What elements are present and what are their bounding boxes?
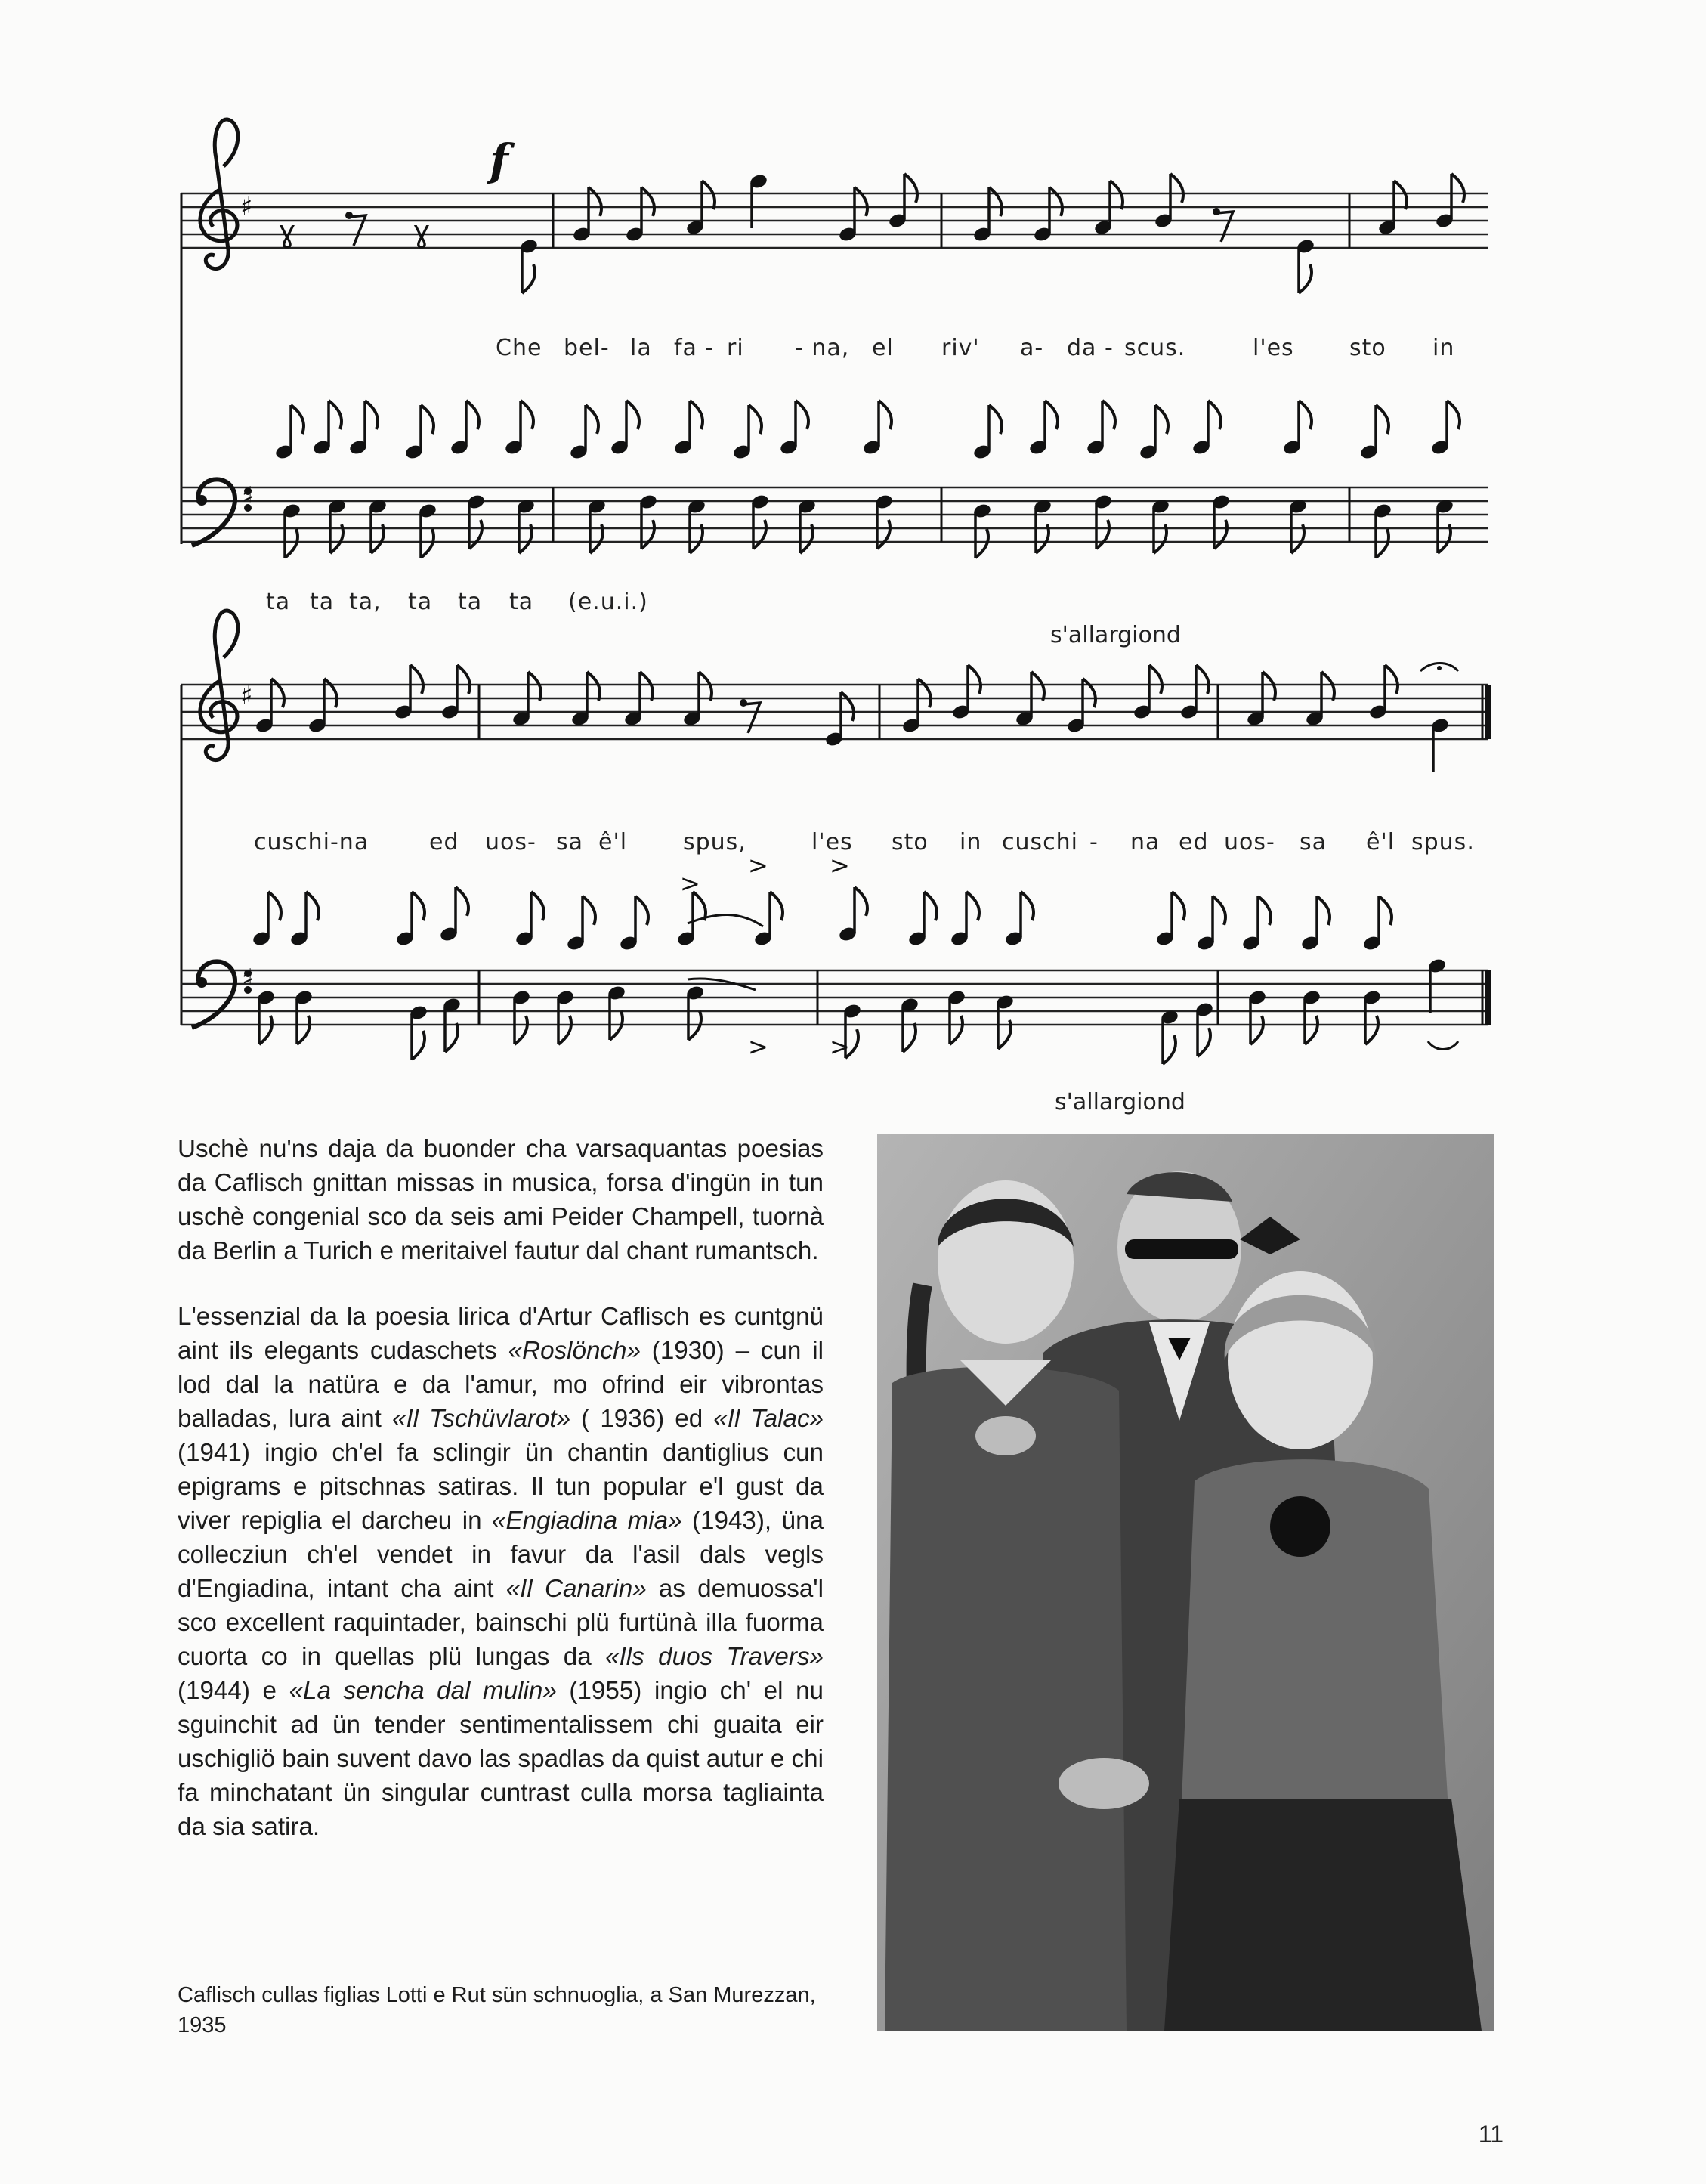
svg-text:♯: ♯ [242,481,255,512]
svg-text:l'es: l'es [811,829,853,855]
svg-text:ta: ta [310,589,335,615]
article-text [178,1132,824,1876]
svg-text:ê'l: ê'l [598,829,628,855]
svg-text:uos-: uos- [485,829,536,855]
lyrics-system-2-upper [254,829,1475,855]
svg-text:sa: sa [556,829,584,855]
svg-text:uos-: uos- [1224,829,1275,855]
text-run: as demuossa'l sco excellent raquintader, bainschi plü furtünà illa fuorma cuorta co in quellas plü lungas da [178,1575,824,1671]
svg-text:spus,: spus, [683,829,746,855]
book-title: «La sencha dal mulin» [289,1677,557,1705]
text-run: (1944) e [178,1677,289,1705]
svg-text:la: la [630,335,652,361]
svg-text:in: in [960,829,982,855]
svg-text:>: > [748,851,768,880]
svg-text:bel-: bel- [564,335,610,361]
svg-text:sto: sto [892,829,929,855]
svg-text:na: na [1130,829,1161,855]
svg-text:sa: sa [1300,829,1327,855]
svg-text:>: > [830,851,850,880]
svg-text:Che: Che [496,335,542,361]
svg-text:- na,: - na, [795,335,850,361]
svg-text:-: - [1089,829,1099,855]
svg-text:el: el [872,335,894,361]
staff-bass-1 [181,401,1488,558]
svg-text:ri: ri [727,335,744,361]
svg-text:♯: ♯ [240,192,253,222]
book-title: «Roslönch» [508,1337,641,1365]
lyrics-system-1-lower [266,589,648,615]
book-title: «Engiadina mia» [492,1507,682,1535]
svg-text:in: in [1432,335,1455,361]
text-run: (1955) ingio ch' el nu sguinchit ad ün tender sentimentalissem chi guaita eir uschigliö bain suvent davo las spadlas da quist autur e chi fa minchatant ün singular cuntrast culla morsa tagliainta da sia satira. [178,1677,824,1841]
text-run: (1930) – cun il lod dal la natüra e da l'amur, mo ofrind eir vibrontas balladas, lura aint [178,1337,824,1433]
svg-text:>: > [830,1032,850,1061]
svg-text:ê'l: ê'l [1366,829,1395,855]
photo-caption: Caflisch cullas figlias Lotti e Rut sün schnuoglia, a San Murezzan, 1935 [178,1983,816,2037]
text-run: (1941) ingio ch'el fa sclingir ün chantin dantiglius cun epigrams e pitschnas satiras. Il tun popular e'l gust da viver repiglia el darcheu in [178,1439,824,1535]
tempo-mark-upper: s'allargiond [1050,622,1181,648]
book-title: «Il Canarin» [505,1575,647,1603]
book-title: «Il Tschüvlarot» [391,1405,571,1433]
svg-text:ta: ta [509,589,534,615]
svg-text:♯: ♯ [240,681,253,711]
lyrics-system-1-upper [496,335,1454,361]
text-run: (1943), üna collecziun ch'el vendet in favur da l'asil dals vegls d'Engiadina, intant cha aint [178,1507,824,1603]
svg-text:>: > [748,1032,768,1061]
svg-text:a-: a- [1020,335,1044,361]
svg-text:scus.: scus. [1124,335,1186,361]
staff-treble-1 [181,119,1488,544]
svg-text:(e.u.i.): (e.u.i.) [568,589,648,615]
book-title: «Ils duos Travers» [605,1643,824,1671]
paragraph-1: Uschè nu'ns daja da buonder cha varsaquantas poesias da Caflisch gnittan missas in musica, forsa d'ingün in tun uschè congenial sco da seis ami Peider Champell, tuornà da Berlin a Turich e meritaivel fautur dal chant rumantsch. [178,1135,824,1265]
svg-text:riv': riv' [941,335,980,361]
family-photo [877,1134,1494,2031]
svg-text:ta: ta [458,589,483,615]
staff-bass-2 [181,851,1488,1064]
svg-text:fa -: fa - [674,335,715,361]
svg-text:ta,: ta, [349,589,382,615]
svg-text:l'es: l'es [1253,335,1294,361]
svg-text:ed: ed [429,829,459,855]
svg-text:ɣ: ɣ [413,215,431,249]
svg-text:spus.: spus. [1411,829,1475,855]
svg-text:ɣ: ɣ [278,215,296,249]
paragraph-2 [178,1300,824,1844]
svg-text:>: > [680,869,700,898]
svg-text:ed: ed [1179,829,1209,855]
staff-treble-2 [181,611,1488,1025]
svg-text:ta: ta [266,589,291,615]
tempo-mark-lower: s'allargiond [1055,1089,1185,1115]
svg-text:cuschi-na: cuschi-na [254,829,369,855]
svg-text:da -: da - [1067,335,1114,361]
svg-text:cuschi: cuschi [1002,829,1078,855]
svg-text:♯: ♯ [242,964,255,994]
svg-text:sto: sto [1349,335,1386,361]
text-run: L'essenzial da la poesia lirica d'Artur Caflisch es cuntgnü aint ils elegants cudaschets [178,1303,824,1365]
page-number: 11 [1478,2121,1504,2148]
dynamic-forte: f [490,135,508,186]
text-run: ( 1936) ed [570,1405,714,1433]
book-title: «Il Talac» [713,1405,824,1433]
svg-text:ta: ta [408,589,433,615]
